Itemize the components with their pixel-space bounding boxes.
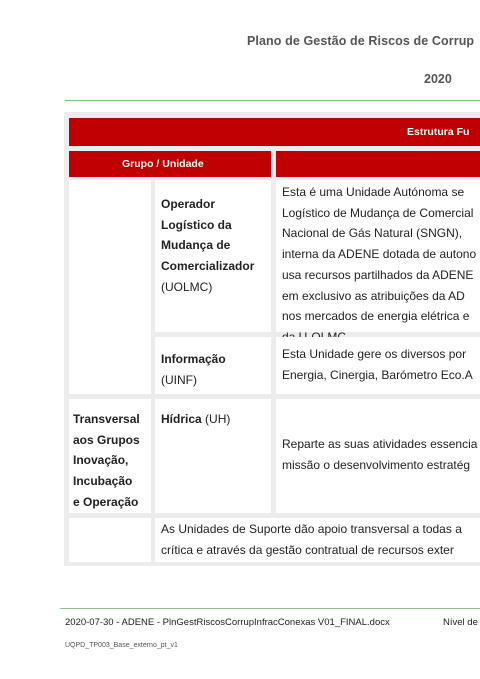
description-line: Nacional de Gás Natural (SNGN),	[282, 226, 463, 241]
description-line: nos mercados de energia elétrica e	[282, 309, 470, 324]
unit-name-line: Operador	[161, 197, 216, 211]
description-line: Energia, Cinergia, Barómetro Eco.A	[282, 367, 473, 382]
footer-rule	[60, 608, 480, 609]
description-line: Esta é uma Unidade Autónoma se	[282, 185, 465, 199]
unit-name-line: Informação	[161, 352, 226, 366]
description-cell-uinf	[276, 337, 480, 394]
support-text-line: crítica e através da gestão contratual de recursos exter	[161, 542, 454, 557]
description-line: usa recursos partilhados da ADENE	[282, 267, 474, 282]
unit-cell-uolmc	[155, 180, 271, 332]
description-cell-uh	[276, 399, 480, 513]
unit-name: Hídrica	[161, 412, 202, 426]
table-title: Estrutura Fu	[407, 126, 470, 138]
group-cell-empty	[69, 180, 151, 394]
group-name-line: e Operação	[73, 494, 139, 509]
description-line: Logístico de Mudança de Comercial	[282, 205, 474, 220]
header-rule	[65, 100, 480, 101]
description-line: Esta Unidade gere os diversos por	[282, 347, 467, 361]
footer-filename: 2020-07-30 - ADENE - PlnGestRiscosCorrupInfracConexas V01_FINAL.docx	[65, 617, 390, 628]
description-line: Reparte as suas atividades essencia	[282, 437, 478, 451]
footer-classification: Nível de	[443, 617, 478, 628]
support-text-line: As Unidades de Suporte dão apoio transversal a todas a	[161, 522, 462, 536]
column-header-group	[69, 151, 271, 177]
unit-abbreviation: (UINF)	[161, 372, 197, 387]
unit-abbreviation: (UH)	[205, 412, 231, 426]
unit-name-line: Mudança de	[161, 238, 231, 253]
support-units-cell	[155, 518, 480, 562]
column-header-description	[276, 151, 480, 177]
unit-abbreviation: (UOLMC)	[161, 279, 213, 294]
description-line: em exclusivo as atribuições da AD	[282, 288, 465, 303]
group-name-line: Transversal	[73, 412, 140, 426]
unit-name-line: Comercializador	[161, 259, 255, 274]
unit-cell-uh	[155, 399, 271, 513]
unit-name-line	[161, 409, 230, 430]
group-name-line: Inovação,	[73, 453, 129, 468]
footer-template-id: UQPD_TP003_Base_externo_pt_v1	[65, 642, 178, 649]
description-line: missão o desenvolvimento estratég	[282, 457, 471, 472]
group-name-line: aos Grupos	[73, 432, 140, 447]
document-year: 2020	[424, 72, 452, 86]
support-group-cell	[69, 518, 151, 562]
column-header-group-label: Grupo / Unidade	[122, 158, 204, 170]
group-name-line: Incubação	[73, 474, 133, 489]
table-title-band	[69, 118, 480, 146]
description-line: interna da ADENE dotada de autono	[282, 247, 477, 262]
unit-cell-uinf	[155, 337, 271, 394]
document-title: Plano de Gestão de Riscos de Corrup	[247, 34, 475, 48]
group-cell-transversal	[69, 399, 151, 513]
description-cell-uolmc	[276, 180, 480, 332]
unit-name-line: Logístico da	[161, 217, 232, 232]
